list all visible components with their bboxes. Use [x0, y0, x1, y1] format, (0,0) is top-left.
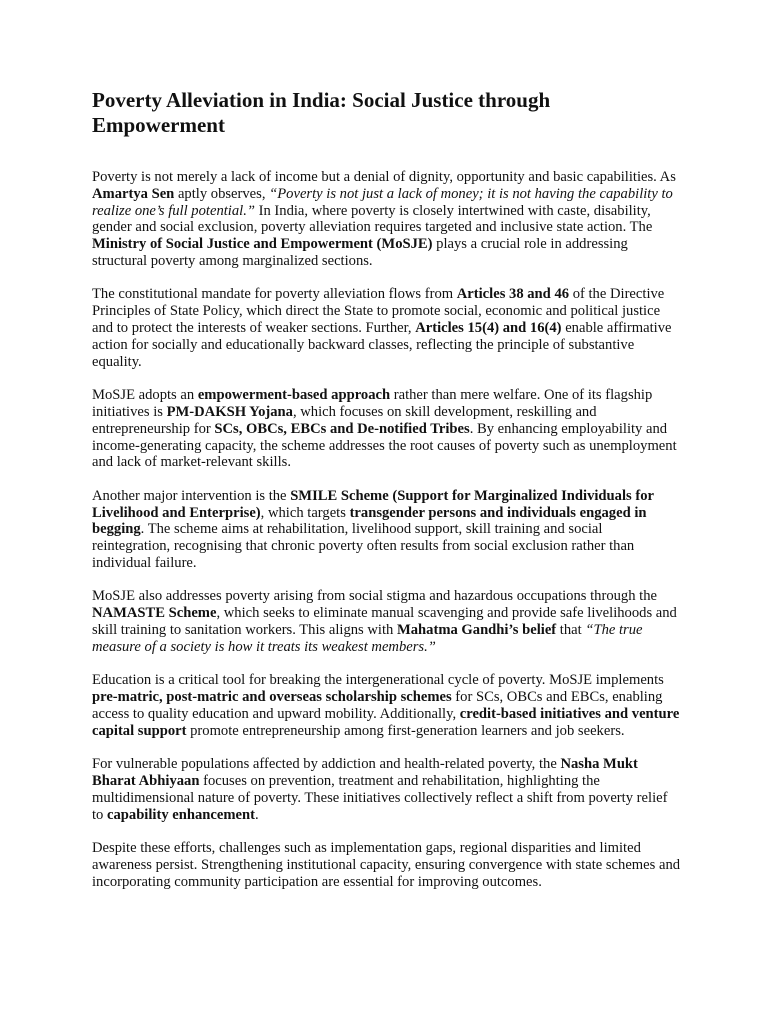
bold-text: Articles 15(4) and 16(4) — [415, 320, 562, 337]
body-text: focuses on prevention, treatment and rehabilitation, highlighting the multidimensional nature of poverty. These initiatives collectively reflect a shift from poverty relief to — [92, 773, 668, 823]
body-text: promote entrepreneurship among first-generation learners and job seekers. — [186, 722, 625, 739]
body-text: For vulnerable populations affected by addiction and health-related poverty, the — [92, 756, 561, 773]
body-text: plays a crucial role in addressing structural poverty among marginalized sections. — [92, 236, 628, 269]
body-text: rather than mere welfare. One of its flagship initiatives is — [92, 387, 653, 420]
body-text: , which targets — [260, 504, 350, 521]
body-text: of the Directive Principles of State Policy, which direct the State to promote social, economic and political justice and to protect the interests of weaker sections. Further, — [92, 286, 665, 337]
bold-text: credit-based initiatives and venture capital support — [92, 705, 680, 739]
document-page — [92, 88, 682, 907]
quote-text: “The true measure of a society is how it treats its weakest members.” — [92, 622, 643, 655]
body-text: The constitutional mandate for poverty alleviation flows from — [92, 286, 457, 303]
bold-text: Mahatma Gandhi’s belief — [396, 622, 557, 639]
bold-text: pre-matric, post-matric and overseas scholarship schemes — [92, 689, 452, 706]
body-text: MoSJE adopts an — [92, 387, 198, 404]
body-text: . By enhancing employability and income-generating capacity, the scheme addresses the root causes of poverty such as unemployment and lack of market-relevant skills. — [92, 420, 677, 471]
bold-text: NAMASTE Scheme — [92, 605, 217, 622]
body-text: . The scheme aims at rehabilitation, livelihood support, skill training and social reintegration, recognising that chronic poverty often results from social exclusion rather than individual failure. — [92, 521, 635, 571]
paragraph-6 — [92, 672, 682, 739]
body-text: aptly observes, — [174, 185, 270, 202]
body-text: enable affirmative action for socially and educationally backward classes, reflecting the principle of substantive equality. — [92, 320, 672, 370]
body-text: Poverty is not merely a lack of income but a denial of dignity, opportunity and basic capabilities. As — [92, 169, 676, 185]
paragraph-5 — [92, 588, 682, 655]
body-text: Another major intervention is the — [92, 487, 291, 504]
body-text: that — [556, 622, 586, 639]
body-text: In India, where poverty is closely intertwined with caste, disability, gender and social exclusion, poverty alleviation requires targeted and inclusive state action. The — [92, 202, 653, 236]
paragraph-1 — [92, 169, 682, 270]
bold-text: Amartya Sen — [92, 185, 175, 202]
paragraph-8 — [92, 840, 682, 890]
body-text: for SCs, OBCs and EBCs, enabling access to quality education and upward mobility. Additionally, — [92, 689, 663, 722]
bold-text: SMILE Scheme (Support for Marginalized Individuals for Livelihood and Enterprise) — [92, 487, 654, 521]
body-text: MoSJE also addresses poverty arising from social stigma and hazardous occupations through the — [92, 588, 657, 605]
document-title: Poverty Alleviation in India: Social Justice through Empowerment — [92, 88, 551, 137]
paragraph-3 — [92, 387, 682, 471]
bold-text: capability enhancement — [107, 806, 255, 823]
document-body — [92, 169, 682, 891]
bold-text: empowerment-based approach — [197, 387, 391, 404]
bold-text: Ministry of Social Justice and Empowerment (MoSJE) — [92, 236, 433, 253]
paragraph-7 — [92, 756, 682, 823]
paragraph-2 — [92, 286, 682, 370]
bold-text: SCs, OBCs, EBCs and De-notified Tribes — [214, 420, 470, 437]
quote-text: “Poverty is not just a lack of money; it is not having the capability to realize one’s full potential.” — [92, 185, 673, 219]
body-text: , which seeks to eliminate manual scavenging and provide safe livelihoods and skill training to sanitation workers. This aligns with — [92, 605, 677, 639]
body-text: Education is a critical tool for breaking the intergenerational cycle of poverty. MoSJE implements — [92, 672, 664, 689]
body-text: , which focuses on skill development, reskilling and entrepreneurship for — [92, 403, 597, 437]
bold-text: Articles 38 and 46 — [456, 286, 570, 303]
paragraph-4 — [92, 488, 682, 572]
bold-text: PM-DAKSH Yojana — [166, 403, 293, 420]
body-text: . — [254, 806, 259, 823]
body-text: Despite these efforts, challenges such as implementation gaps, regional disparities and limited awareness persist. Strengthening institutional capacity, ensuring convergence with state schemes and incorporating community participation are essential for improving outcomes. — [92, 840, 681, 890]
bold-text: Nasha Mukt Bharat Abhiyaan — [92, 756, 638, 790]
bold-text: transgender persons and individuals engaged in begging — [92, 504, 647, 538]
